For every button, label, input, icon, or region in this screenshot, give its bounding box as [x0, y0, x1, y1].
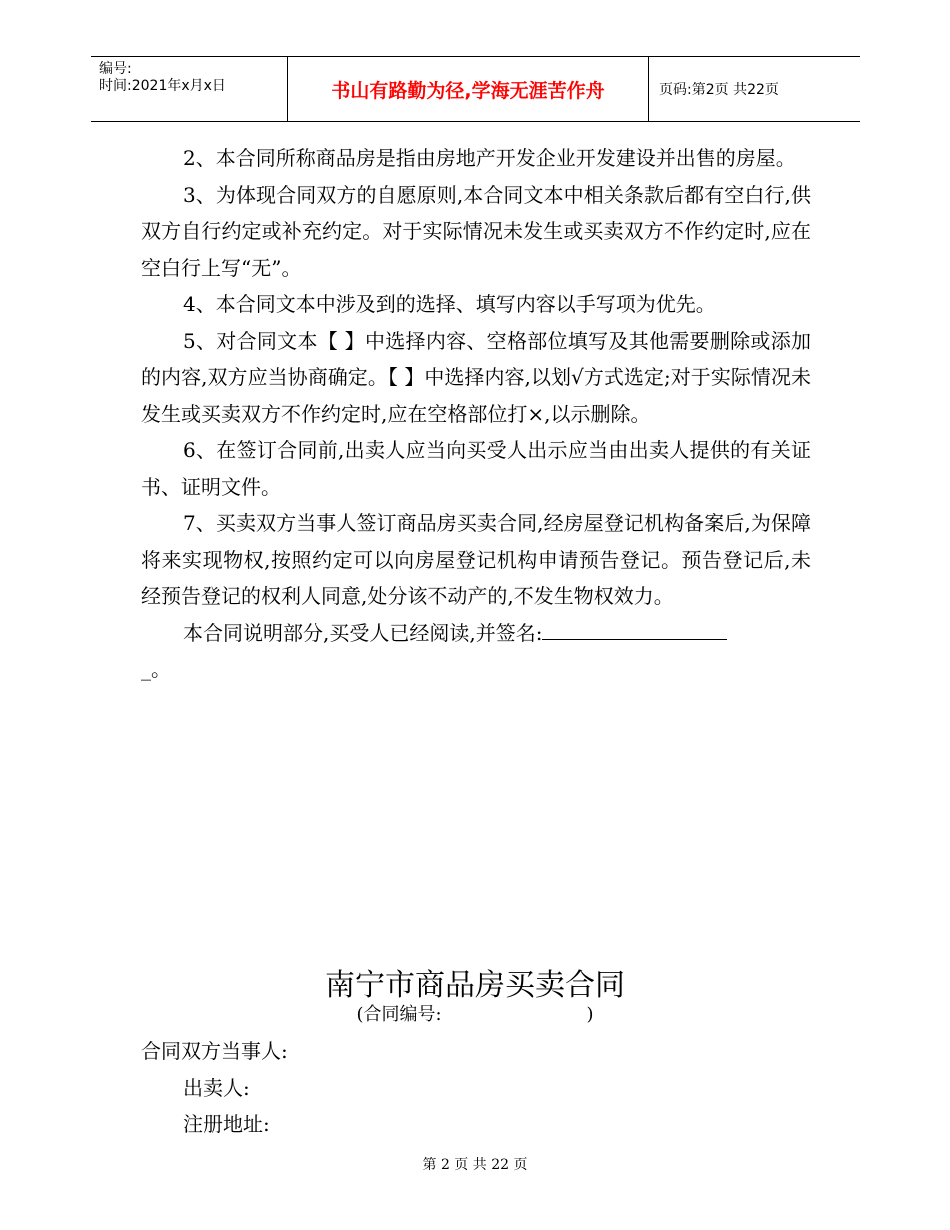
- seller-label: 出卖人:: [183, 1075, 250, 1100]
- header-motto: 书山有路勤为径,学海无涯苦作舟: [287, 57, 649, 121]
- paragraph-7: 7、买卖双方当事人签订商品房买卖合同,经房屋登记机构备案后,为保障将来实现物权,按照约定可以向房屋登记机构申请预告登记。预告登记后,未经预告登记的权利人同意,处分该不动产的,不发生物权效力。: [141, 511, 811, 608]
- page-footer: 第 2 页 共 22 页: [422, 1157, 528, 1173]
- paragraph-4: 4、本合同文本中涉及到的选择、填写内容以手写项为优先。: [183, 292, 716, 316]
- paragraph-6: 6、在签订合同前,出卖人应当向买受人出示应当由出卖人提供的有关证书、证明文件。: [141, 438, 811, 499]
- header-time: 时间:2021年x月x日: [99, 78, 226, 94]
- signature-line: [542, 638, 727, 640]
- header-number: 编号:: [99, 61, 132, 77]
- signature-tail: _。: [141, 657, 171, 681]
- parties-section: [141, 1033, 811, 1143]
- contract-number-close: ): [586, 1004, 594, 1025]
- header-meta: [91, 57, 287, 121]
- contract-number-open: (合同编号:: [356, 1004, 442, 1025]
- address-label: 注册地址:: [183, 1112, 270, 1136]
- signature-paragraph: [141, 615, 811, 652]
- document-body: [141, 140, 811, 688]
- contract-title: 南宁市商品房买卖合同: [325, 968, 625, 1003]
- signature-text: 本合同说明部分,买受人已经阅读,并签名:: [183, 620, 543, 645]
- paragraph-3: 3、为体现合同双方的自愿原则,本合同文本中相关条款后都有空白行,供双方自行约定或补充约定。对于实际情况未发生或买卖双方不作约定时,应在空白行上写“无”。: [141, 182, 811, 280]
- contract-number: [0, 1003, 950, 1027]
- header-page-info: 页码:第2页 共22页: [659, 82, 779, 98]
- paragraph-2: 2、本合同所称商品房是指由房地产开发企业开发建设并出售的房屋。: [183, 146, 796, 170]
- page-header: [91, 56, 860, 122]
- parties-label: 合同双方当事人:: [141, 1039, 288, 1063]
- paragraph-5: 5、对合同文本【 】中选择内容、空格部位填写及其他需要删除或添加的内容,双方应当协商确定。【 】中选择内容,以划√方式选定;对于实际情况未发生或买卖双方不作约定时,应在空格部位打×,以示删除。: [141, 328, 811, 426]
